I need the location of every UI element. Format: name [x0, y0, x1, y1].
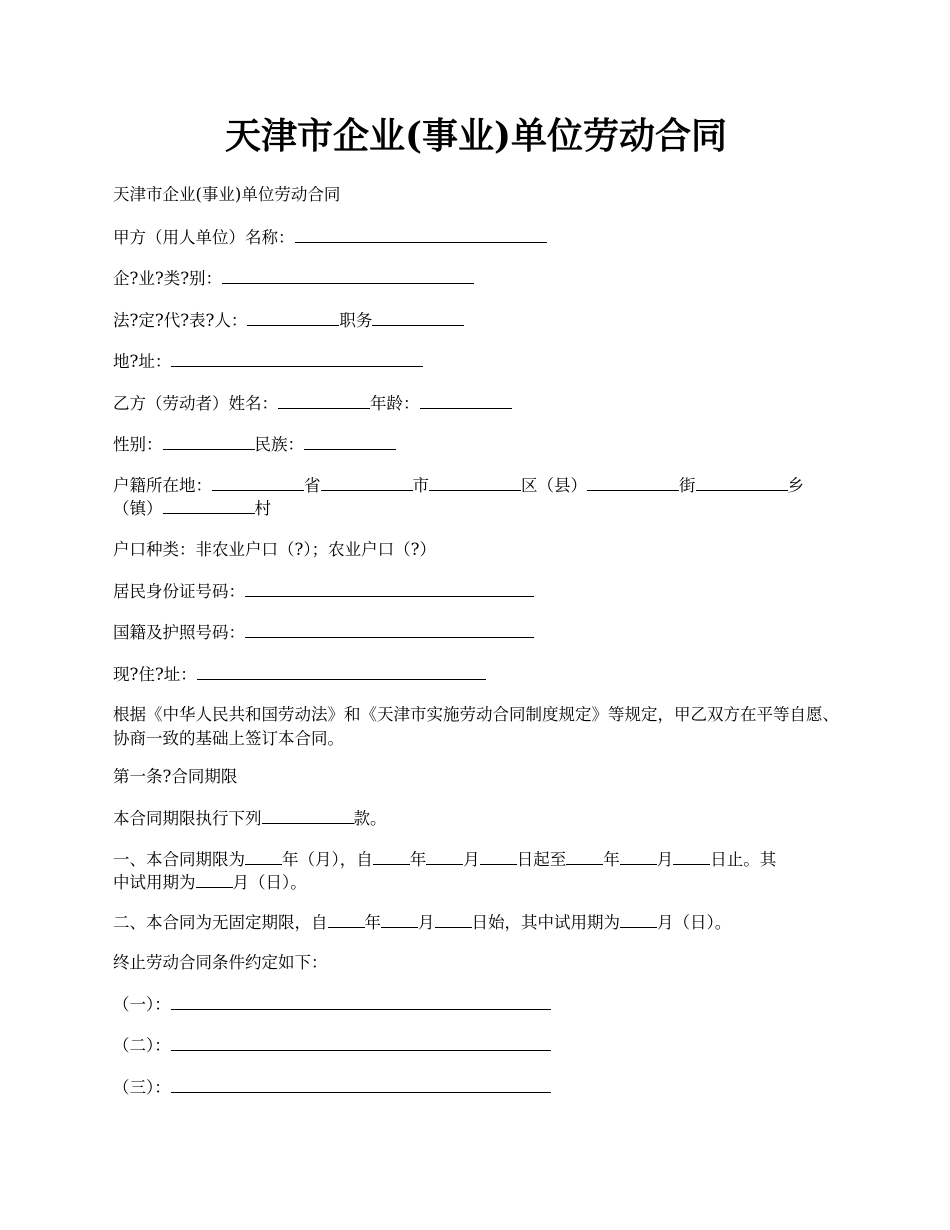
ethnicity-label: 民族：	[254, 435, 304, 454]
open-probation-blank[interactable]	[620, 910, 657, 928]
fixed-term-text: 日起至	[516, 850, 567, 869]
street-label: 街	[679, 476, 696, 495]
preamble: 根据《中华人民共和国劳动法》和《天津市实施劳动合同制度规定》等规定，甲乙双方在平等自愿、协商一致的基础上签订本合同。	[113, 705, 839, 748]
end-day-blank[interactable]	[673, 847, 710, 865]
id-number-label: 居民身份证号码：	[113, 582, 245, 601]
fixed-term-text: 年（月），自	[282, 850, 373, 869]
term-intro-line	[113, 806, 839, 831]
term-intro-label-b: 款。	[353, 809, 387, 828]
district-blank[interactable]	[429, 473, 521, 491]
household-label: 户籍所在地：	[113, 476, 212, 495]
gender-label: 性别：	[113, 435, 163, 454]
province-blank[interactable]	[212, 473, 304, 491]
end-month-blank[interactable]	[620, 847, 657, 865]
term-clause-blank[interactable]	[262, 806, 354, 824]
open-term-text: 二、本合同为无固定期限，自	[113, 913, 328, 932]
household-line	[113, 473, 839, 498]
passport-line	[113, 620, 839, 645]
end-year-blank[interactable]	[566, 847, 603, 865]
open-term-text: 月（日）。	[657, 913, 732, 932]
address-line	[113, 349, 839, 374]
village-blank[interactable]	[163, 496, 255, 514]
party-a-name-label: 甲方（用人单位）名称：	[113, 228, 295, 247]
province-label: 省	[304, 476, 321, 495]
fixed-term-text: 月（日）。	[232, 873, 307, 892]
fixed-term-text: 月	[656, 850, 674, 869]
household-line-2	[113, 496, 839, 521]
legal-rep-blank[interactable]	[247, 308, 339, 326]
fixed-term-line-2	[113, 870, 839, 895]
fixed-term-text: 日止。其	[710, 850, 777, 869]
position-blank[interactable]	[372, 308, 464, 326]
condition-line	[113, 1075, 839, 1100]
fixed-term-line	[113, 847, 839, 872]
street-blank[interactable]	[587, 473, 679, 491]
condition-label: （一）：	[113, 995, 171, 1014]
open-term-text: 月	[418, 913, 435, 932]
fixed-term-text: 中试用期为	[113, 873, 196, 892]
ethnicity-blank[interactable]	[304, 432, 396, 450]
open-term-text: 年	[364, 913, 381, 932]
age-blank[interactable]	[420, 391, 512, 409]
party-a-name-line	[113, 225, 839, 250]
condition-line	[113, 992, 839, 1017]
open-term-line	[113, 910, 839, 935]
township-blank[interactable]	[696, 473, 788, 491]
condition-label: （三）：	[113, 1078, 171, 1097]
term-intro-label-a: 本合同期限执行下列	[113, 809, 262, 828]
gender-line	[113, 432, 839, 457]
fixed-term-length-blank[interactable]	[245, 847, 282, 865]
hukou-type-line: 户口种类：非农业户口（?）；农业户口（?）	[113, 540, 436, 559]
city-blank[interactable]	[321, 473, 413, 491]
district-label: 区（县）	[521, 476, 587, 495]
passport-label: 国籍及护照号码：	[113, 623, 245, 642]
current-address-line	[113, 662, 839, 687]
party-b-name-line	[113, 391, 839, 416]
legal-rep-label: 法?定?代?表?人：	[113, 311, 248, 330]
open-start-year-blank[interactable]	[328, 910, 365, 928]
condition-label: （二）：	[113, 1036, 171, 1055]
fixed-term-text: 月	[463, 850, 480, 869]
probation-blank[interactable]	[196, 870, 233, 888]
fixed-term-text: 年	[409, 850, 427, 869]
legal-rep-line	[113, 308, 839, 333]
passport-blank[interactable]	[245, 620, 534, 638]
current-address-blank[interactable]	[197, 662, 486, 680]
enterprise-type-label: 企?业?类?别：	[113, 269, 223, 288]
gender-blank[interactable]	[163, 432, 255, 450]
open-term-text: 日始，其中试用期为	[471, 913, 620, 932]
condition-blank[interactable]	[171, 1075, 551, 1093]
id-number-line	[113, 579, 839, 604]
start-year-blank[interactable]	[373, 847, 410, 865]
village-label: 村	[254, 499, 271, 518]
condition-blank[interactable]	[171, 1033, 551, 1051]
party-a-name-blank[interactable]	[295, 225, 547, 243]
address-blank[interactable]	[171, 349, 423, 367]
city-label: 市	[412, 476, 429, 495]
start-month-blank[interactable]	[426, 847, 463, 865]
document-subtitle: 天津市企业(事业)单位劳动合同	[113, 185, 341, 204]
condition-blank[interactable]	[171, 992, 551, 1010]
position-label: 职务	[339, 311, 373, 330]
document-title: 天津市企业(事业)单位劳动合同	[224, 115, 728, 157]
fixed-term-text: 一、本合同期限为	[113, 850, 245, 869]
township-label-b: （镇）	[113, 499, 163, 518]
open-start-month-blank[interactable]	[381, 910, 418, 928]
start-day-blank[interactable]	[480, 847, 517, 865]
fixed-term-text: 年	[603, 850, 620, 869]
article1-title: 第一条?合同期限	[113, 767, 238, 786]
id-number-blank[interactable]	[245, 579, 534, 597]
party-b-name-blank[interactable]	[278, 391, 370, 409]
condition-line	[113, 1033, 839, 1058]
open-start-day-blank[interactable]	[435, 910, 472, 928]
party-b-name-label: 乙方（劳动者）姓名：	[113, 394, 278, 413]
address-label: 地?址：	[113, 352, 172, 371]
current-address-label: 现?住?址：	[113, 665, 197, 684]
termination-intro: 终止劳动合同条件约定如下：	[113, 953, 328, 972]
enterprise-type-line	[113, 266, 839, 291]
township-label-a: 乡	[787, 476, 804, 495]
enterprise-type-blank[interactable]	[222, 266, 474, 284]
age-label: 年龄：	[370, 394, 420, 413]
